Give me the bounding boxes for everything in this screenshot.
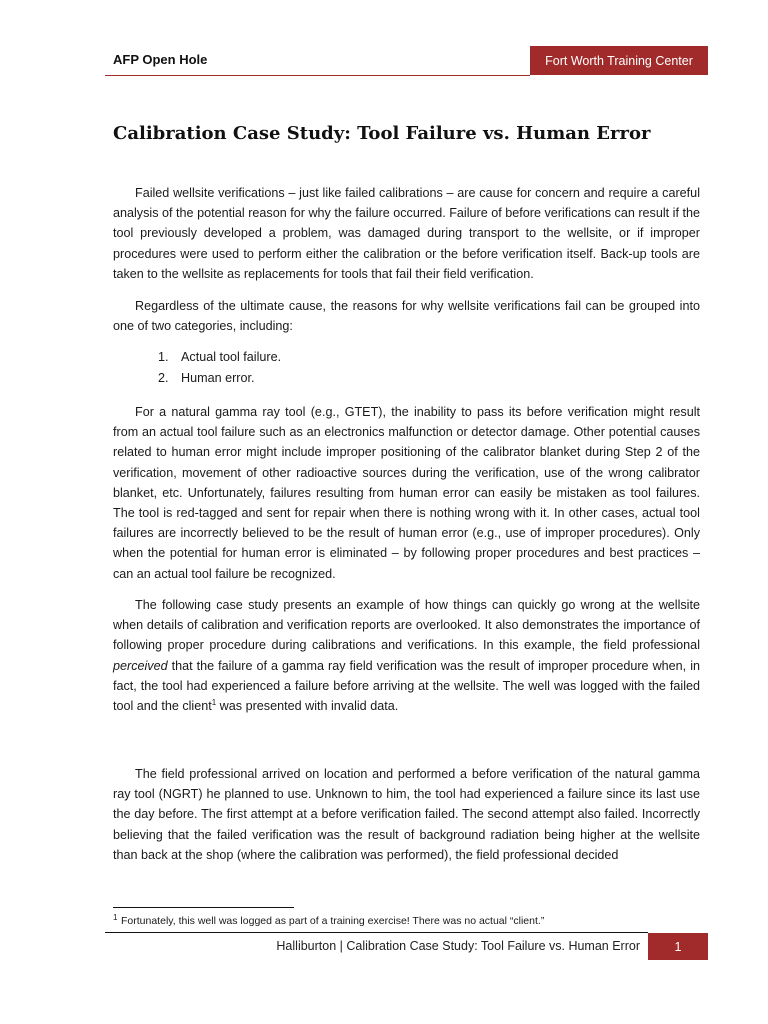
footnote-text: Fortunately, this well was logged as part of a training exercise! There was no actual “client.” <box>121 915 545 927</box>
header-badge: Fort Worth Training Center <box>530 46 708 75</box>
case-text-part1: The following case study presents an example of how things can quickly go wrong at the wellsite when details of calibration and verification reports are overlooked. It also demonstrates the importance of following proper procedure during calibrations and verifications. In this example, the field professional <box>113 598 700 653</box>
footer-text: Halliburton | Calibration Case Study: Tool Failure vs. Human Error <box>276 939 640 953</box>
page-number: 1 <box>648 933 708 960</box>
footnote-reference: 1 <box>211 697 217 707</box>
paragraph-field-professional: The field professional arrived on location and performed a before verification of the natural gamma ray tool (NGRT) he planned to use. Unknown to him, the tool had experienced a failure since its last use the day before. The first attempt at a before verification failed. The second attempt also failed. Incorrectly believing that the failed verification was the result of background radiation being higher at the wellsite than back at the shop (where the calibration was performed), the field professional decided <box>113 767 700 862</box>
page-title: Calibration Case Study: Tool Failure vs. Human Error <box>113 123 651 144</box>
list-item-number: 1. <box>158 350 169 364</box>
paragraph-categories: Regardless of the ultimate cause, the reasons for why wellsite verifications fail can be grouped into one of two categories, including: <box>113 299 700 334</box>
list-item-number: 2. <box>158 371 169 385</box>
list-item-text: Human error. <box>181 371 255 385</box>
paragraph-case-study <box>113 595 700 716</box>
list-item <box>158 347 281 368</box>
header-rule <box>105 75 530 76</box>
list-item-text: Actual tool failure. <box>181 350 282 364</box>
list-item <box>158 368 281 389</box>
header-title: AFP Open Hole <box>113 52 208 67</box>
footer-rule <box>105 932 648 933</box>
paragraph-intro: Failed wellsite verifications – just like failed calibrations – are cause for concern and require a careful analysis of the potential reason for why the failure occurred. Failure of before verifications can result if the tool previously developed a problem, was damaged during transport to the wellsite, or if improper procedures were used to perform either the calibration or the before verification itself. Back-up tools are taken to the wellsite as replacements for tools that fail their field verification. <box>113 186 700 281</box>
case-emphasis: perceived <box>113 658 168 673</box>
category-list <box>158 347 281 389</box>
footnote: $^1$ Fortunately, this well was logged as part of a training exercise! There was no actual “client.” <box>113 912 545 927</box>
case-text-part2: that the failure of a gamma ray field verification was the result of improper procedure when, in fact, the tool had experienced a failure before arriving at the wellsite. The well was logged with the failed tool and the client <box>113 658 700 714</box>
paragraph-gamma-tool: For a natural gamma ray tool (e.g., GTET), the inability to pass its before verification might result from an actual tool failure such as an electronics malfunction or detector damage. Other potential causes related to human error might include improper positioning of the calibrator blanket during Step 2 of the verification, movement of other radioactive sources during the verification, use of the wrong calibrator blanket, etc. Unfortunately, failures resulting from human error can easily be mistaken as tool failures. The tool is red-tagged and sent for repair when there is nothing wrong with it. In other cases, actual tool failures are incorrectly believed to be the result of human error (e.g., use of improper procedures). Only when the potential for human error is eliminated – by following proper procedures and best practices – can an actual tool failure be recognized. <box>113 405 700 581</box>
case-text-part3: was presented with invalid data. <box>216 699 399 714</box>
footnote-rule <box>113 907 294 908</box>
